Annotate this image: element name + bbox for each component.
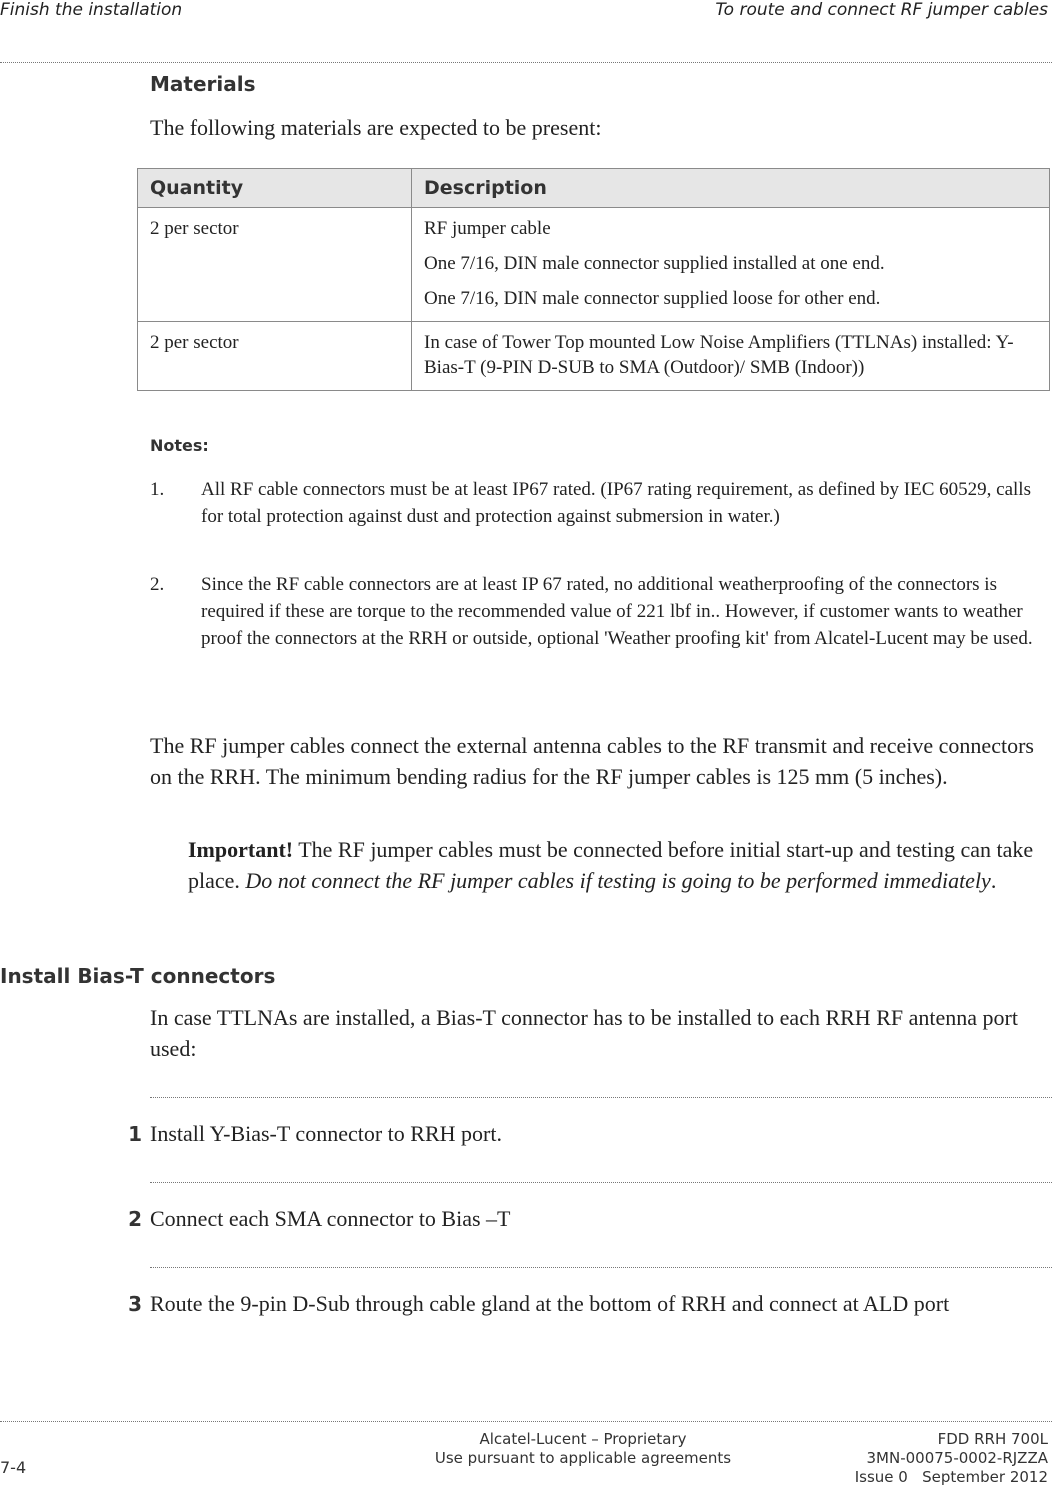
- footer-divider: [0, 1421, 1052, 1422]
- step-divider: [150, 1097, 1052, 1098]
- quantity-cell: 2 per sector: [138, 322, 412, 391]
- important-note: [188, 834, 1050, 896]
- description-line: One 7/16, DIN male connector supplied installed at one end.: [424, 253, 885, 274]
- table-header-row: [138, 169, 1050, 208]
- note-text: All RF cable connectors must be at least IP67 rated. (IP67 rating requirement, as defined by IEC 60529, calls for total protection against dust and protection against submersion in water.): [201, 479, 1031, 527]
- footer-company: Alcatel-Lucent – Proprietary: [479, 1430, 687, 1448]
- table-row: [138, 322, 1050, 391]
- step-divider: [150, 1182, 1052, 1183]
- step-text: Route the 9-pin D-Sub through cable gland at the bottom of RRH and connect at ALD port: [150, 1291, 950, 1316]
- description-line: One 7/16, DIN male connector supplied loose for other end.: [424, 288, 881, 309]
- important-label: Important!: [188, 837, 294, 862]
- step-number: 3: [128, 1292, 142, 1316]
- description-line: In case of Tower Top mounted Low Noise Amplifiers (TTLNAs) installed: Y-Bias-T (9-PIN D-SUB to SMA (Outdoor)/ SMB (Indoor)): [424, 332, 1014, 378]
- header-divider: [0, 62, 1052, 63]
- install-intro: In case TTLNAs are installed, a Bias-T connector has to be installed to each RRH RF antenna port used:: [150, 1005, 1018, 1061]
- description-cell: [412, 322, 1050, 391]
- table-row: [138, 208, 1050, 322]
- note-number: 2.: [150, 574, 165, 595]
- note-text: Since the RF cable connectors are at least IP 67 rated, no additional weatherproofing of the connectors is required if these are torque to the recommended value of 221 lbf in.. However, if customer wants to weather proof the connectors at the RRH or outside, optional 'Weather proofing kit' from Alcatel-Lucent may be used.: [201, 574, 1033, 649]
- column-header-quantity: Quantity: [138, 169, 412, 208]
- header-section-title: To route and connect RF jumper cables: [715, 0, 1048, 20]
- footer-usage: Use pursuant to applicable agreements: [434, 1449, 732, 1467]
- notes-title: Notes:: [150, 436, 209, 455]
- footer-product: FDD RRH 700L: [937, 1430, 1048, 1448]
- install-section-heading: Install Bias-T connectors: [0, 964, 276, 988]
- note-number: 1.: [150, 479, 165, 500]
- header-chapter-title: Finish the installation: [0, 0, 183, 20]
- step-number: 1: [128, 1122, 142, 1146]
- materials-intro: The following materials are expected to be present:: [150, 115, 602, 140]
- important-emphasis: Do not connect the RF jumper cables if testing is going to be performed immediately: [245, 868, 991, 893]
- footer-proprietary: [383, 1430, 783, 1468]
- body-paragraph: The RF jumper cables connect the external antenna cables to the RF transmit and receive connectors on the RRH. The minimum bending radius for the RF jumper cables is 125 mm (5 inches).: [150, 733, 1034, 789]
- description-line: RF jumper cable: [424, 218, 551, 239]
- footer-issue: Issue 0 September 2012: [854, 1468, 1048, 1486]
- important-text: The RF jumper cables must be connected before initial start-up and testing can take place.: [188, 837, 1034, 893]
- step-text: Install Y-Bias-T connector to RRH port.: [150, 1121, 502, 1146]
- column-header-description: Description: [412, 169, 1050, 208]
- step-number: 2: [128, 1207, 142, 1231]
- step-divider: [150, 1267, 1052, 1268]
- quantity-cell: 2 per sector: [138, 208, 412, 322]
- page-number: 7-4: [0, 1458, 27, 1477]
- step-text: Connect each SMA connector to Bias –T: [150, 1206, 511, 1231]
- description-cell: [412, 208, 1050, 322]
- materials-heading: Materials: [150, 72, 256, 96]
- important-end: .: [990, 868, 997, 893]
- footer-doc-info: [855, 1430, 1048, 1487]
- footer-doc-number: 3MN-00075-0002-RJZZA: [866, 1449, 1048, 1467]
- materials-table: [137, 168, 1050, 391]
